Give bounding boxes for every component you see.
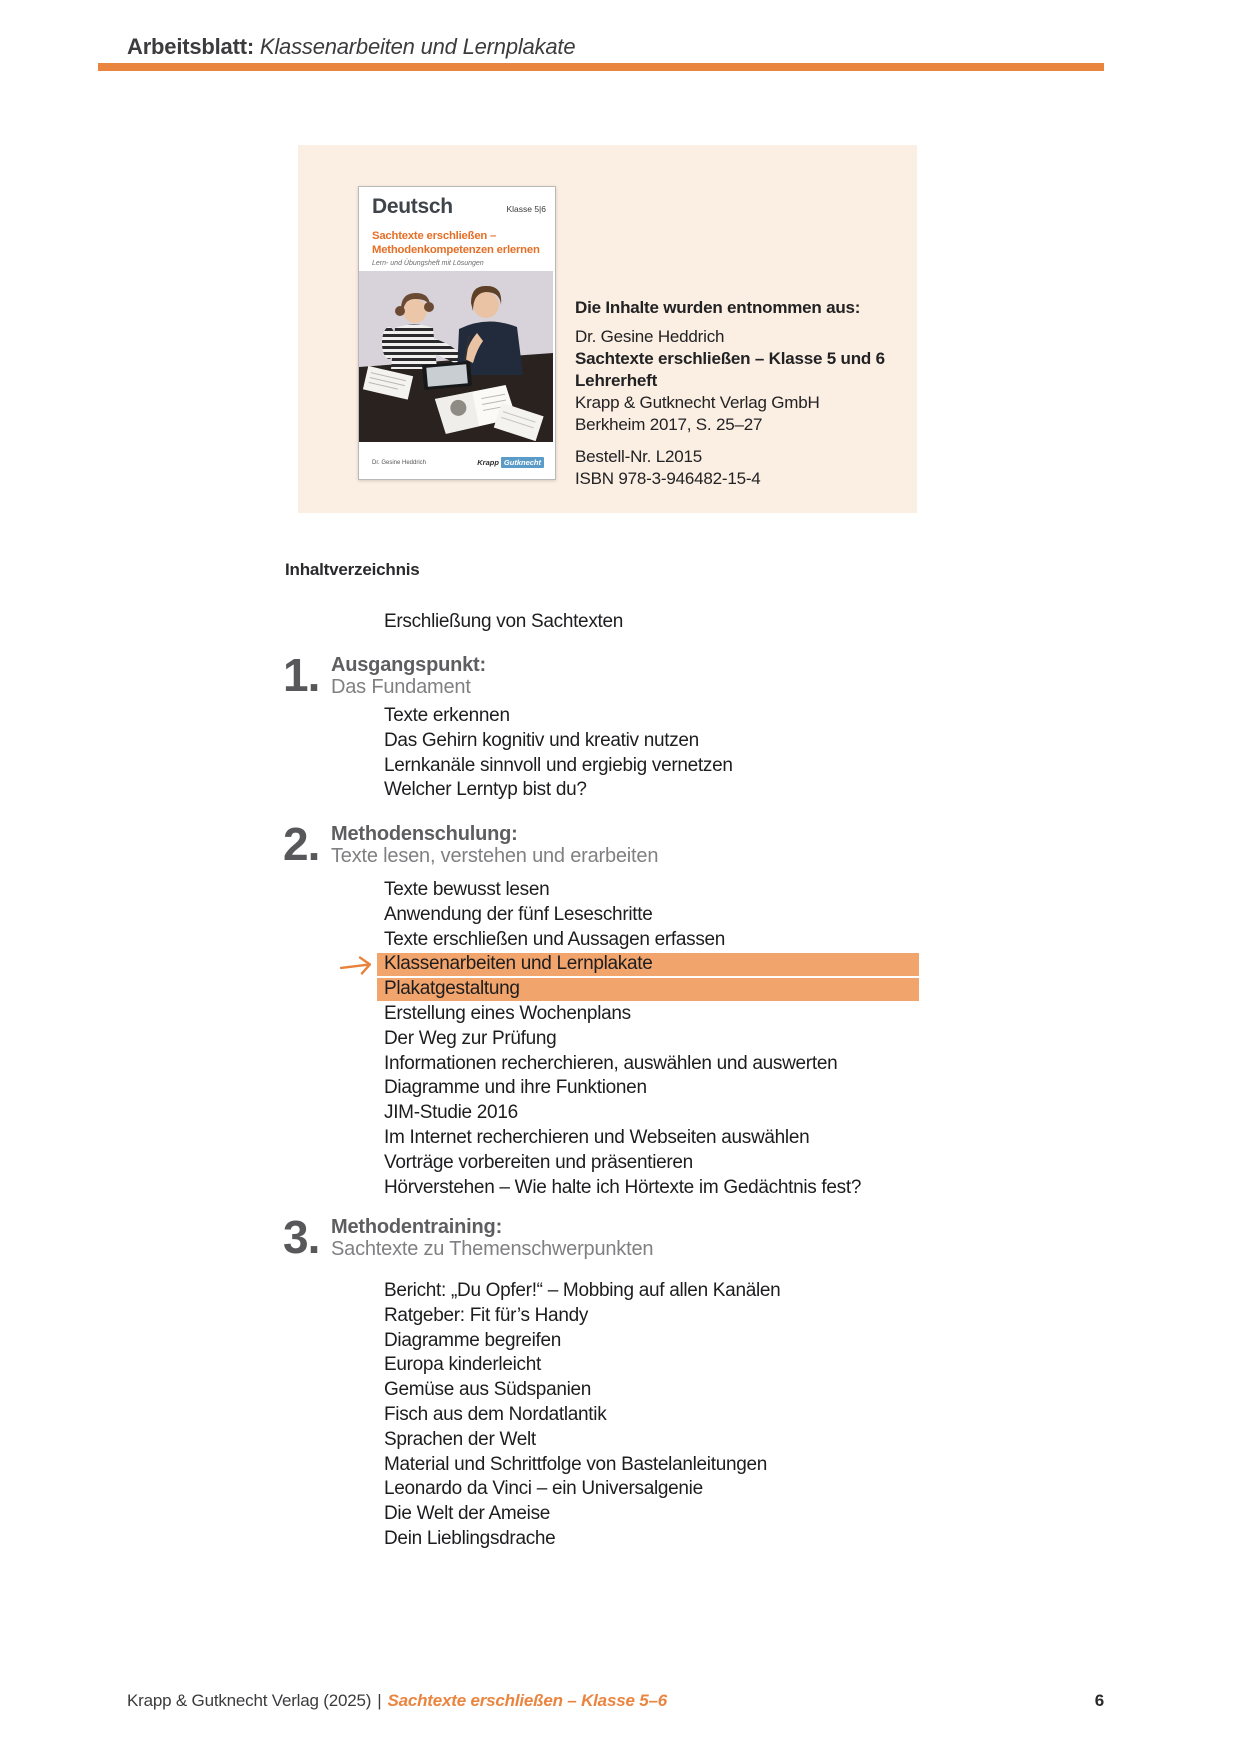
toc-item: Leonardo da Vinci – ein Universalgenie <box>384 1478 703 1500</box>
toc-item: Lernkanäle sinnvoll und ergiebig vernetzen <box>384 754 733 776</box>
toc-item: Vorträge vorbereiten und präsentieren <box>384 1151 693 1173</box>
footer-series: Sachtexte erschließen – Klasse 5–6 <box>387 1691 667 1710</box>
toc-list-2 <box>384 878 861 1200</box>
section-title: Methodenschulung: <box>331 823 518 845</box>
section-title: Ausgangspunkt: <box>331 654 486 676</box>
cover-grade: Klasse 5|6 <box>506 204 546 214</box>
toc-item: Material und Schrittfolge von Bastelanleitungen <box>384 1453 768 1475</box>
toc-item: Informationen recherchieren, auswählen und auswerten <box>384 1052 838 1074</box>
page-title: Klassenarbeiten und Lernplakate <box>259 34 576 59</box>
cover-photo-illustration <box>359 271 553 442</box>
attribution-order-no: Bestell-Nr. L2015 <box>575 447 703 466</box>
book-cover <box>358 186 556 480</box>
attribution-intro: Die Inhalte wurden entnommen aus: <box>575 298 861 317</box>
toc-item: Anwendung der fünf Leseschritte <box>384 903 653 925</box>
section-number: 3. <box>283 1211 320 1263</box>
toc-item-highlighted: Klassenarbeiten und Lernplakate <box>384 952 861 977</box>
footer-publisher: Krapp & Gutknecht Verlag (2025) <box>127 1691 372 1710</box>
toc-item: Erstellung eines Wochenplans <box>384 1002 631 1024</box>
toc-item: Hörverstehen – Wie halte ich Hörtexte im Gedächtnis fest? <box>384 1176 862 1198</box>
attribution-author: Dr. Gesine Heddrich <box>575 327 725 346</box>
footer-separator: | <box>377 1691 382 1710</box>
page-header <box>127 34 575 60</box>
toc-section-2 <box>283 818 659 870</box>
attribution-edition: Lehrerheft <box>575 371 658 390</box>
toc-item: Europa kinderleicht <box>384 1354 541 1376</box>
toc-item: Texte bewusst lesen <box>384 879 550 900</box>
cover-subtitle: Lern- und Übungsheft mit Lösungen <box>372 260 484 267</box>
cover-subject: Deutsch <box>372 195 453 218</box>
attribution-block <box>575 297 885 490</box>
toc-item: Dein Lieblingsdrache <box>384 1527 556 1549</box>
footer-page-number: 6 <box>1094 1691 1104 1710</box>
toc-item: Die Welt der Ameise <box>384 1503 551 1525</box>
page-footer <box>127 1691 1104 1711</box>
attribution-isbn: ISBN 978-3-946482-15-4 <box>575 469 761 488</box>
section-subtitle: Texte lesen, verstehen und erarbeiten <box>331 845 659 867</box>
toc-list-1 <box>384 704 733 803</box>
toc-item: Diagramme und ihre Funktionen <box>384 1077 647 1099</box>
publisher-logo-gutknecht: Gutknecht <box>501 457 544 468</box>
section-subtitle: Sachtexte zu Themenschwerpunkten <box>331 1238 654 1260</box>
toc-item: Bericht: „Du Opfer!“ – Mobbing auf allen Kanälen <box>384 1280 781 1301</box>
publisher-logo-krapp: Krapp <box>477 458 499 467</box>
cover-title <box>372 230 540 257</box>
toc-item: Texte erschließen und Aussagen erfassen <box>384 928 726 950</box>
section-number: 1. <box>283 649 320 701</box>
section-title: Methodentraining: <box>331 1216 503 1238</box>
toc-item: Das Gehirn kognitiv und kreativ nutzen <box>384 729 699 751</box>
cover-title-line1: Sachtexte erschließen – <box>372 230 497 242</box>
cover-author: Dr. Gesine Heddrich <box>372 460 427 466</box>
toc-item: Fisch aus dem Nordatlantik <box>384 1403 607 1425</box>
toc-section-3 <box>283 1211 654 1263</box>
cover-title-line2: Methodenkompetenzen erlernen <box>372 243 540 256</box>
toc-item: Ratgeber: Fit für’s Handy <box>384 1304 589 1326</box>
toc-item-highlighted: Plakatgestaltung <box>384 977 861 1002</box>
header-divider <box>98 63 1104 71</box>
toc-item: Sprachen der Welt <box>384 1428 536 1450</box>
toc-intro-item: Erschließung von Sachtexten <box>384 611 624 632</box>
cover-footer-band <box>359 442 553 479</box>
publisher-logo <box>477 457 544 468</box>
toc-item: Welcher Lerntyp bist du? <box>384 779 587 801</box>
toc-item: JIM-Studie 2016 <box>384 1102 518 1124</box>
toc-item: Der Weg zur Prüfung <box>384 1027 557 1049</box>
section-subtitle: Das Fundament <box>331 676 471 698</box>
toc-item: Texte erkennen <box>384 705 510 726</box>
source-box <box>298 145 917 513</box>
toc-list-3 <box>384 1279 780 1552</box>
attribution-place-year: Berkheim 2017, S. 25–27 <box>575 415 763 434</box>
attribution-title: Sachtexte erschließen – Klasse 5 und 6 <box>575 349 885 368</box>
toc-item: Im Internet recherchieren und Webseiten auswählen <box>384 1126 810 1148</box>
toc-item: Gemüse aus Südspanien <box>384 1379 592 1401</box>
toc-item: Diagramme begreifen <box>384 1329 561 1351</box>
toc-heading: Inhaltverzeichnis <box>285 560 420 579</box>
header-label: Arbeitsblatt: <box>127 34 254 59</box>
attribution-publisher: Krapp & Gutknecht Verlag GmbH <box>575 393 820 412</box>
highlight-arrow-icon <box>338 953 376 979</box>
toc-section-1 <box>283 649 486 701</box>
section-number: 2. <box>283 818 320 870</box>
